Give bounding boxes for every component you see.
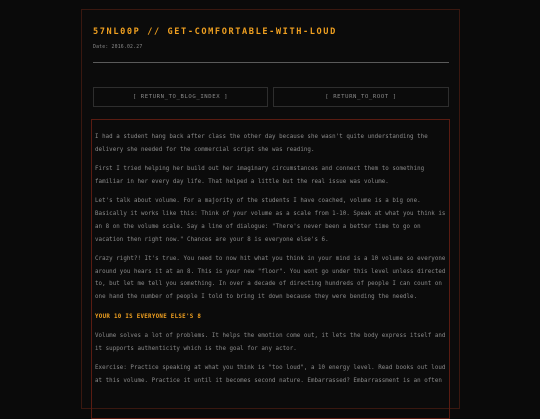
post-content xyxy=(91,119,450,419)
section-heading: YOUR 10 IS EVERYONE ELSE'S 8 xyxy=(95,313,202,320)
paragraph: Crazy right?! It's true. You need to now hit what you think in your mind is a 10 volume so everyone around you hears it at an 8. This is your new "floor". You wont go under this level unless directed to, but let me tell you something. In over a decade of directing hundreds of people I can count on one hand the number of people I told to bring it down because they were bending the needle. xyxy=(95,255,446,301)
return-to-blog-index-button[interactable]: [ RETURN_TO_BLOG_INDEX ] xyxy=(93,87,268,107)
paragraph: Exercise: Practice speaking at what you think is "too loud", a 10 energy level. Read books out loud at this volume. Practice it until it becomes second nature. Embarrassed? Embarrassment is an often xyxy=(95,364,446,384)
post-title: 57NL00P // GET-COMFORTABLE-WITH-LOUD xyxy=(93,27,337,37)
divider xyxy=(93,62,449,63)
post-date: Date: 2016.02.27 xyxy=(93,45,143,50)
paragraph: Volume solves a lot of problems. It helps the emotion come out, it lets the body express itself and it supports authenticity which is the goal for any actor. xyxy=(95,332,446,352)
page-frame xyxy=(81,9,460,409)
paragraph: Let's talk about volume. For a majority of the students I have coached, volume is a big one. Basically it works like this: Think of your volume as a scale from 1-10. Speak at what you think is an 8 on the volume scale. Say a line of dialogue: "There's never been a better time to go on vacation then right now." Chances are your 8 is everyone else's 6. xyxy=(95,198,446,243)
paragraph: First I tried helping her build out her imaginary circumstances and connect them to something familiar in her every day life. That helped a little but the real issue was volume. xyxy=(95,166,425,185)
return-to-root-button[interactable]: [ RETURN_TO_ROOT ] xyxy=(273,87,449,107)
paragraph: I had a student hang back after class the other day because she wasn't quite understanding the delivery she needed for the commercial script she was reading. xyxy=(95,134,428,153)
